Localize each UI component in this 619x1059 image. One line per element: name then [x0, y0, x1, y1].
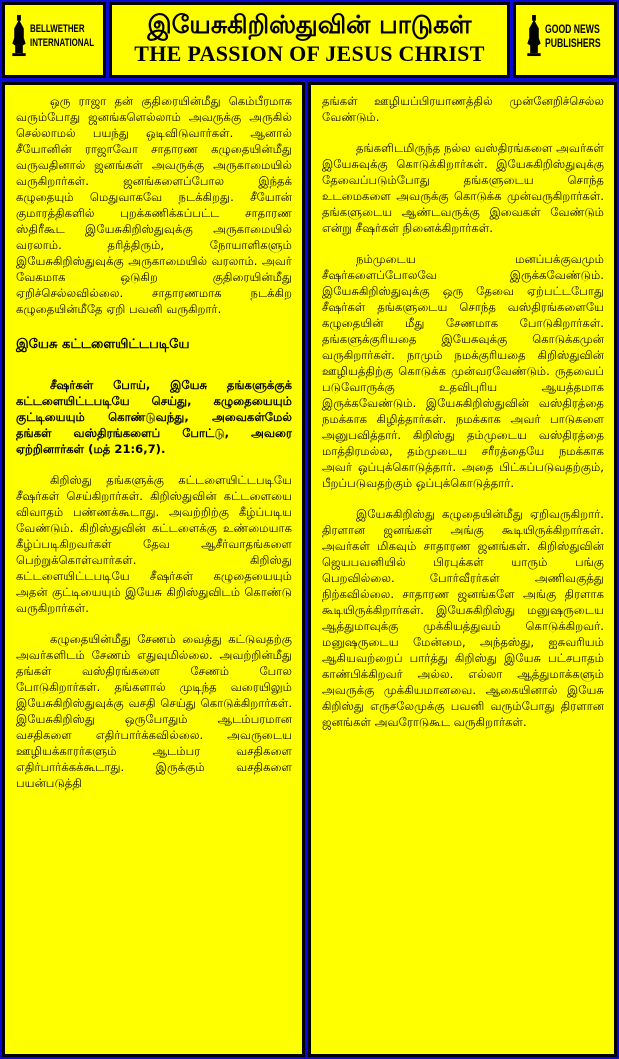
bellwether-logo-box — [2, 2, 106, 78]
scripture-quote: சீஷர்கள் போய், இயேசு தங்களுக்குக் கட்டளையிட்டபடியே செய்து, கழுதையையும் குட்டியையும் கொண்டுவந்து, அவைகள்மேல் தங்கள் வஸ்திரங்களைப் போட்டு, அவரை ஏற்றினார்கள் (மத் 21:6,7). — [16, 378, 292, 456]
left-column — [2, 82, 305, 1057]
bellwether-logo-icon — [11, 15, 27, 57]
section-heading: இயேசு கட்டளையிட்டபடியே — [16, 337, 190, 352]
left-paragraph-1: ஒரு ராஜா தன் குதிரையின்மீது கெம்பீரமாக வரும்போது ஜனங்களெல்லாம் அவருக்கு அருகில் செல்லாமல் பயந்து ஒடிவிடுவார்கள். ஆனால் சீயோனின் ராஜாவோ சாதாரண கழுதையின்மீது வருவதினால் ஜனங்கள் அவருக்கு அருகாமையில் வருகிறார்கள். ஜனங்களைப்போல இந்தக் கழுதையும் மெதுவாகவே நடக்கிறது. சீயோன் குமாரத்திகளில் புறக்கணிக்கப்பட்ட சாதாரண ஸ்திரீகூட இயேசுகிறிஸ்துவுக்கு அருகாமையில் வரலாம். தரித்திரும், நோயாளிகளும் இயேசுகிறிஸ்துவுக்கு அருகாமையில் வரலாம். அவர் வேகமாக ஒடுகிற குதிரையின்மீது ஏறிச்செல்லவில்லை. சாதாரணமாக நடக்கிற கழுதையின்மீதே ஏறி பவனி வருகிறார். — [16, 94, 292, 316]
title-tamil: இயேசுகிறிஸ்துவின் பாடுகள் — [147, 10, 472, 39]
logo-line-2: INTERNATIONAL — [30, 37, 95, 49]
header-title-box — [109, 2, 510, 78]
right-paragraph-1: தங்களிடமிருந்த நல்ல வஸ்திரங்களை அவர்கள் இயேசுவுக்கு கொடுக்கிறார்கள். இயேசுகிறிஸ்துவுக்கு தேவைப்படும்போது தங்களுடைய சொந்த உடமைகளை அவருக்கு கொடுக்க முன்வருகிறார்கள். தங்களுடைய ஆண்டவருக்கு இவைகள் வேண்டும் என்று சீஷர்கள் நினைக்கிறார்கள். — [322, 141, 605, 235]
good-news-logo-box — [513, 2, 617, 78]
left-paragraph-2: கிறிஸ்து தங்களுக்கு கட்டளையிட்டபடியே சீஷர்கள் செய்கிறார்கள். கிறிஸ்துவின் கட்டளையை விவாதம் பண்ணக்கூடாது. அவற்றிற்கு கீழ்ப்படிய வேண்டும். கிறிஸ்துவின் கட்டளைக்கு உண்மையாக கீழ்ப்படிகிறவர்கள் தேவ ஆசீர்வாதங்களை பெற்றுக்கொள்வார்கள். கிறிஸ்து கட்டளையிட்டபடியே சீஷர்கள் கழுதையையும் அதன் குட்டியையும் இயேசு கிறிஸ்துவிடம் கொண்டு வருகிறார்கள். — [16, 473, 292, 615]
logo-line-1: GOOD NEWS — [545, 22, 600, 36]
logo-line-2: PUBLISHERS — [545, 36, 601, 50]
left-paragraph-3: கழுதையின்மீது சேணம் வைத்து கட்டுவதற்கு அவர்களிடம் சேணம் எதுவுமில்லை. அவற்றின்மீது தங்கள் வஸ்திரங்களை சேணம் போல போடுகிறார்கள். தங்களால் முடிந்த வரையிலும் இயேசுகிறிஸ்துவுக்கு வசதி செய்து கொடுக்கிறார்கள். இயேசுகிறிஸ்து ஒருபோதும் ஆடம்பரமான வசதிகளை எதிர்பார்க்கவில்லை. அவருடைய ஊழியக்காரர்களும் ஆடம்பர வசதிகளை எதிர்பார்க்கக்கூடாது. இருக்கும் வசதிகளை பயன்படுத்தி — [16, 632, 292, 790]
right-column — [308, 82, 617, 1057]
right-paragraph-0: தங்கள் ஊழியப்பிரயாணத்தில் முன்னேறிச்செல்ல வேண்டும். — [322, 94, 604, 124]
title-english: THE PASSION OF JESUS CHRIST — [134, 41, 485, 66]
right-paragraph-3: இயேசுகிறிஸ்து கழுதையின்மீது ஏறிவருகிறார். திரளான ஜனங்கள் அங்கு கூடியிருக்கிறார்கள். அவர்கள் மிகவும் சாதாரண ஜனங்கள். கிறிஸ்துவின் ஜெயபவனியில் பிரபுக்கள் யாரும் பங்கு பெறவில்லை. போர்வீரர்கள் அணிவகுத்து நிற்கவில்லை. சாதாரண ஜனங்களே அங்கு திரளாக கூடியிருக்கிறார்கள். இயேசுகிறிஸ்து மனுஷருடைய ஆத்துமாவுக்கு முக்கியத்துவம் கொடுக்கிறவர். மனுஷருடைய மேன்மை, அந்தஸ்து, ஐசுவரியம் ஆகியவற்றைப் பார்த்து கிறிஸ்து இயேசு பட்சபாதம் காண்பிக்கிறவர் அல்ல. எல்லா ஆத்துமாக்களும் அவருக்கு முக்கியமானவை. ஆகையினால் இயேசு கிறிஸ்து எருசலேமுக்கு பவனி வரும்போது திரளான ஜனங்கள் அவரோடுகூட வருகிறார்கள். — [322, 507, 604, 729]
logo-line-1: BELLWETHER — [30, 23, 85, 35]
good-news-logo-icon — [526, 15, 542, 57]
right-paragraph-2: நம்முடைய மனப்பக்குவமும் சீஷர்களைப்போலவே இருக்கவேண்டும். இயேசுகிறிஸ்துவுக்கு ஒரு தேவை ஏற்பட்டபோது சீஷர்கள் தங்களுடைய சொந்த வஸ்திரங்களையே கழுதையின் மீது சேணமாக போடுகிறார்கள். தங்களுக்குரியதை இயேசுவுக்கு கொடுக்கமுன் வருகிறார்கள். நாமும் நமக்குரியதை கிறிஸ்துவின் ஊழியத்திற்கு கொடுக்க முன்வரவேண்டும். ருதவைப் படுவோருக்கு உதவிபுரிய ஆயத்தமாக இருக்கவேண்டும். இயேசுகிறிஸ்துவின் வஸ்திரத்தை நமக்காக கிழித்தார்கள். நமக்காக அவர் பாடுகளை அனுபவித்தார். கிறிஸ்து தம்முடைய வஸ்திரத்தை மாத்திரமல்ல, தம்முடைய சரீரத்தையே நமக்காக அவர் ஒப்புக்கொடுத்தார். அதை பிட்கப்படுவதற்கும், பீறப்படுவதற்கும் ஒப்புக்கொடுத்தார். — [322, 252, 604, 490]
